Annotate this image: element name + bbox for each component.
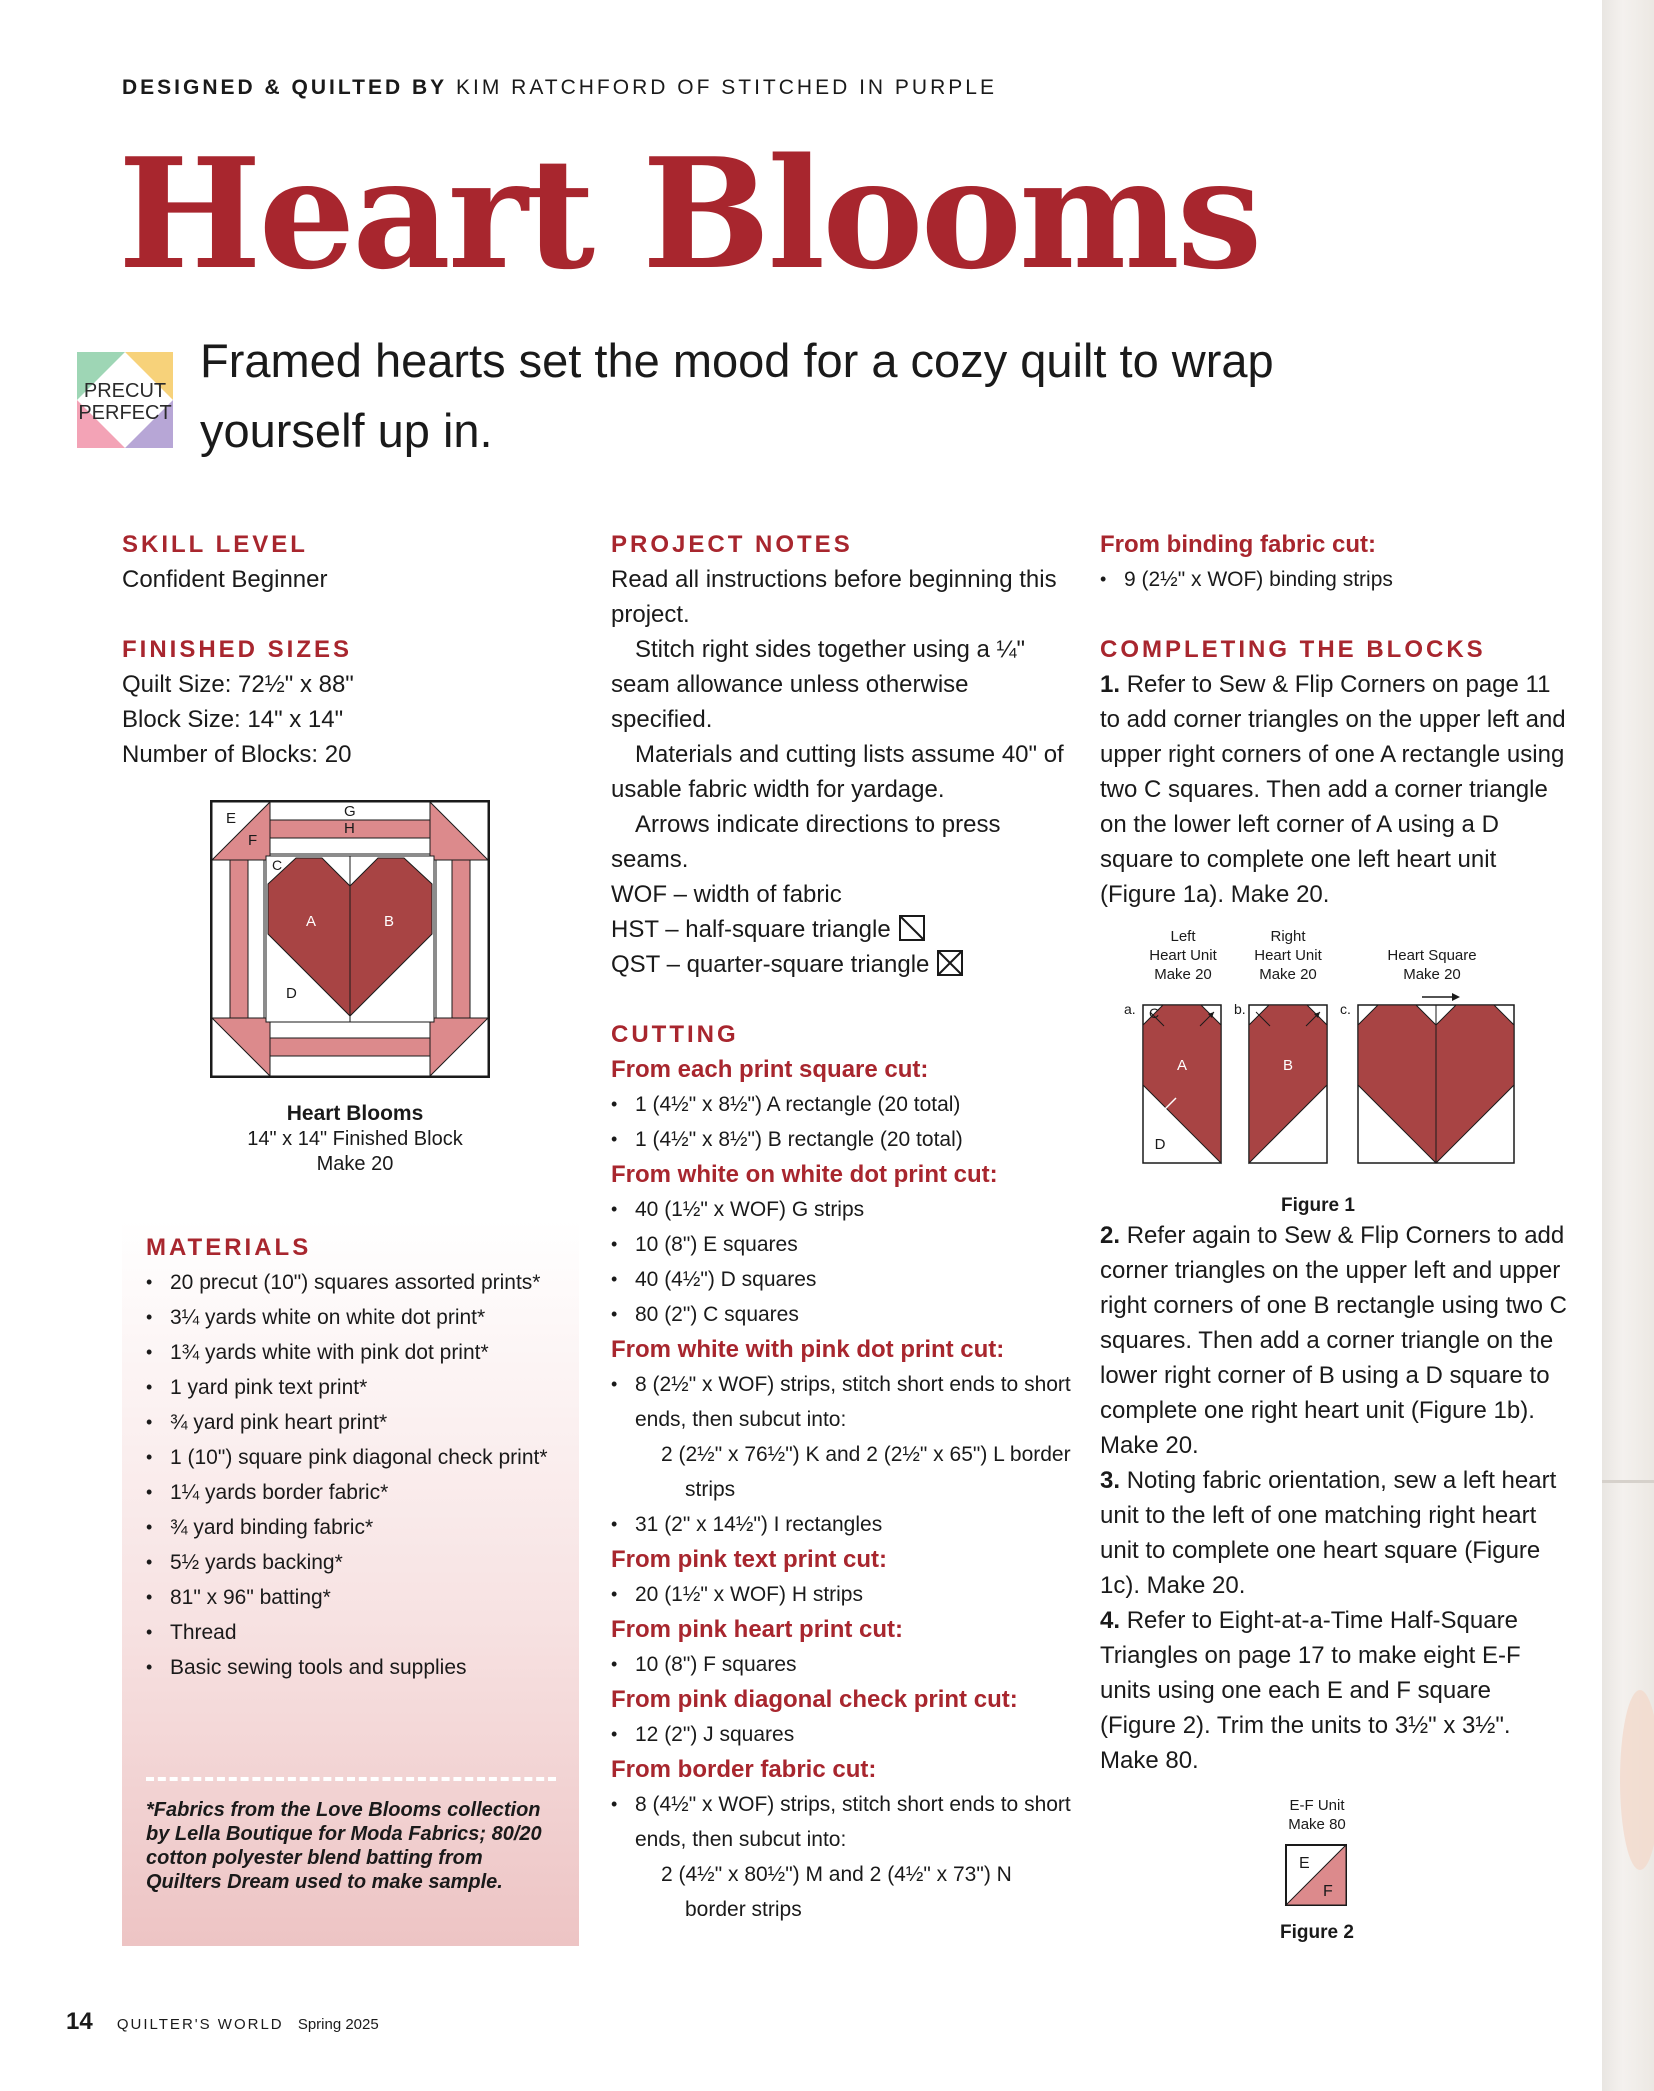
qst-icon <box>937 950 963 976</box>
block-size: Block Size: 14" x 14" <box>122 706 344 733</box>
cutting-list <box>611 1192 1071 1332</box>
badge-text <box>77 380 173 424</box>
materials-item: • 5½ yards backing* <box>146 1545 566 1580</box>
magazine-name: QUILTER'S WORLD <box>116 2016 284 2033</box>
right-heart-unit <box>1249 1005 1327 1163</box>
block-label-g: G <box>344 803 356 820</box>
background-edge <box>1602 0 1654 2091</box>
cutting-group-title: From white with pink dot print cut: <box>611 1336 1005 1363</box>
cutting-list <box>611 1647 1071 1682</box>
fig1-label-a: A <box>1176 1057 1188 1074</box>
left-heart-unit <box>1143 1005 1221 1163</box>
page-title: Heart Blooms <box>118 124 1260 303</box>
step-text: Refer to Sew & Flip Corners on page 11 to add corner triangles on the upper left and upper right corners of one A rectangle using two C squares. Then add a corner triangle on the lower left corner of A using a D square to complete one left heart unit (Figure 1a). Make 20. <box>1100 671 1566 908</box>
fig1-right-title: Right <box>1270 928 1306 945</box>
cutting-list <box>611 1087 1071 1157</box>
fig2-title: E-F Unit <box>1289 1797 1345 1814</box>
quilt-size: Quilt Size: 72½" x 88" <box>122 671 354 698</box>
byline <box>122 76 997 100</box>
fig2-label-f: F <box>1323 1883 1333 1900</box>
cutting-subitem: 2 (2½" x 76½") K and 2 (2½" x 65") L border strips <box>661 1443 1071 1501</box>
binding-item: • 9 (2½" x WOF) binding strips <box>1100 562 1570 597</box>
fig1-tag-b: b. <box>1234 1001 1246 1017</box>
notes-qst-line <box>611 947 1071 982</box>
figure-1 <box>1100 926 1570 1216</box>
cutting-item: • 80 (2") C squares <box>611 1297 1071 1332</box>
block-label-d: D <box>286 985 297 1002</box>
step-number: 1. <box>1100 671 1121 698</box>
step-2 <box>1100 1218 1570 1463</box>
materials-list <box>146 1265 566 1685</box>
cutting-item: • 1 (4½" x 8½") A rectangle (20 total) <box>611 1087 1071 1122</box>
cutting-group-title: From pink heart print cut: <box>611 1616 904 1643</box>
cutting-item: • 40 (4½") D squares <box>611 1262 1071 1297</box>
column-1 <box>122 527 592 772</box>
notes-p1: Read all instructions before beginning this project. <box>611 566 1057 628</box>
step-text: Refer again to Sew & Flip Corners to add corner triangles on the upper left and upper right corners of one B rectangle using two C squares. Then add a corner triangle on the lower right corner of B using a D square to complete one right heart unit (Figure 1b). Make 20. <box>1100 1222 1567 1459</box>
block-caption-title: Heart Blooms <box>286 1102 424 1125</box>
materials-item: • 20 precut (10") squares assorted prints* <box>146 1265 566 1300</box>
block-label-e: E <box>226 810 237 827</box>
completing-heading: COMPLETING THE BLOCKS <box>1100 636 1486 663</box>
issue-date: Spring 2025 <box>297 2016 379 2033</box>
block-caption-size: 14" x 14" Finished Block <box>247 1128 463 1150</box>
cutting-list <box>611 1577 1071 1612</box>
fig1-left-sub: Heart Unit <box>1149 947 1217 964</box>
cutting-list <box>611 1787 1071 1927</box>
materials-item: • 3¼ yards white on white dot print* <box>146 1300 566 1335</box>
materials-item: • ¾ yard pink heart print* <box>146 1405 566 1440</box>
binding-list <box>1100 562 1570 597</box>
step-text: Refer to Eight-at-a-Time Half-Square Triangles on page 17 to make eight E-F units using one each E and F square (Figure 2). Trim the units to 3½" x 3½". Make 80. <box>1100 1607 1521 1774</box>
notes-heading: PROJECT NOTES <box>611 531 853 558</box>
materials-heading: MATERIALS <box>146 1234 312 1261</box>
page-number: 14 <box>66 2008 93 2035</box>
materials-item: • Thread <box>146 1615 566 1650</box>
step-1 <box>1100 667 1570 912</box>
fig1-left-make: Make 20 <box>1154 966 1212 983</box>
fig1-square-make: Make 20 <box>1403 966 1461 983</box>
skill-value: Confident Beginner <box>122 566 328 593</box>
cutting-group-title: From each print square cut: <box>611 1056 929 1083</box>
cutting-heading: CUTTING <box>611 1021 739 1048</box>
cutting-list <box>611 1367 1071 1542</box>
skill-heading: SKILL LEVEL <box>122 531 308 558</box>
cutting-item: • 1 (4½" x 8½") B rectangle (20 total) <box>611 1122 1071 1157</box>
cutting-group-title: From pink diagonal check print cut: <box>611 1686 1018 1713</box>
block-label-h: H <box>344 820 355 837</box>
materials-item: • 81" x 96" batting* <box>146 1580 566 1615</box>
notes-p2: Stitch right sides together using a ¼" seam allowance unless otherwise specified. <box>611 636 1026 733</box>
fig1-label-c: C <box>1149 1005 1160 1021</box>
fig1-left-title: Left <box>1170 928 1196 945</box>
block-caption-make: Make 20 <box>316 1153 394 1175</box>
fig1-label-d: D <box>1154 1136 1166 1153</box>
fig1-tag-c: c. <box>1340 1001 1351 1017</box>
fabric-note: *Fabrics from the Love Blooms collection by Lella Boutique for Moda Fabrics; 80/20 cotton polyester blend batting from Quilters Dream used to make sample. <box>146 1799 542 1893</box>
materials-item: • Basic sewing tools and supplies <box>146 1650 566 1685</box>
hst-icon <box>899 915 925 941</box>
block-diagram <box>210 800 490 1078</box>
cutting-item: • 12 (2") J squares <box>611 1717 1071 1752</box>
block-label-f: F <box>248 832 258 849</box>
notes-wof: WOF – width of fabric <box>611 881 842 908</box>
column-2 <box>611 527 1071 1927</box>
byline-label: DESIGNED & QUILTED BY <box>122 76 448 99</box>
fig1-square-title: Heart Square <box>1387 947 1477 964</box>
notes-p4: Arrows indicate directions to press seams. <box>611 811 1001 873</box>
block-count: Number of Blocks: 20 <box>122 741 352 768</box>
byline-designer: KIM RATCHFORD OF STITCHED IN PURPLE <box>455 76 997 99</box>
cutting-item: • 8 (4½" x WOF) strips, stitch short ends to short ends, then subcut into: <box>611 1787 1071 1857</box>
footer <box>66 2008 379 2036</box>
step-3 <box>1100 1463 1570 1603</box>
fig2-label-e: E <box>1299 1855 1310 1872</box>
badge-line2: PERFECT <box>78 402 172 424</box>
heart-square <box>1358 1005 1514 1163</box>
cutting-item: • 40 (1½" x WOF) G strips <box>611 1192 1071 1227</box>
step-text: Noting fabric orientation, sew a left heart unit to the left of one matching right heart unit to complete one heart square (Figure 1c). Make 20. <box>1100 1467 1557 1599</box>
fig1-label-b: B <box>1282 1057 1294 1074</box>
step-number: 4. <box>1100 1607 1121 1634</box>
step-number: 2. <box>1100 1222 1121 1249</box>
notes-hst: HST – half-square triangle <box>611 916 891 943</box>
precut-perfect-badge <box>77 352 173 448</box>
block-label-a: A <box>306 913 317 930</box>
figure-1-caption: Figure 1 <box>1281 1195 1355 1216</box>
cutting-item: • 10 (8") E squares <box>611 1227 1071 1262</box>
badge-line1: PRECUT <box>83 380 167 402</box>
block-caption <box>190 1101 520 1177</box>
block-label-b: B <box>384 913 395 930</box>
cutting-item: • 10 (8") F squares <box>611 1647 1071 1682</box>
fig2-make: Make 80 <box>1288 1816 1346 1833</box>
sizes-heading: FINISHED SIZES <box>122 636 353 663</box>
materials-item: • 1 (10") square pink diagonal check print* <box>146 1440 566 1475</box>
figure-2-caption: Figure 2 <box>1280 1922 1354 1942</box>
materials-item: • 1¾ yards white with pink dot print* <box>146 1335 566 1370</box>
step-number: 3. <box>1100 1467 1121 1494</box>
materials-divider <box>146 1777 556 1781</box>
fig1-tag-a: a. <box>1124 1001 1136 1017</box>
cutting-group-title: From border fabric cut: <box>611 1756 877 1783</box>
materials-item: • 1¼ yards border fabric* <box>146 1475 566 1510</box>
cutting-list <box>611 1717 1071 1752</box>
materials-item: • 1 yard pink text print* <box>146 1370 566 1405</box>
cutting-subitem: 2 (4½" x 80½") M and 2 (4½" x 73") N border strips <box>661 1863 1012 1921</box>
materials-box <box>122 1220 579 1946</box>
figure-2 <box>1255 1792 1395 1942</box>
cutting-group-title: From pink text print cut: <box>611 1546 887 1573</box>
step-4 <box>1100 1603 1570 1778</box>
materials-item: • ¾ yard binding fabric* <box>146 1510 566 1545</box>
notes-hst-line <box>611 912 1071 947</box>
fig1-right-sub: Heart Unit <box>1254 947 1322 964</box>
subtitle: Framed hearts set the mood for a cozy quilt to wrap yourself up in. <box>200 334 1274 457</box>
cutting-item: • 8 (2½" x WOF) strips, stitch short ends to short ends, then subcut into: <box>611 1367 1071 1437</box>
notes-p3: Materials and cutting lists assume 40" of usable fabric width for yardage. <box>611 741 1064 803</box>
binding-title: From binding fabric cut: <box>1100 531 1376 558</box>
block-label-c: C <box>272 857 283 873</box>
notes-qst: QST – quarter-square triangle <box>611 951 930 978</box>
fig1-right-make: Make 20 <box>1259 966 1317 983</box>
cutting-group-title: From white on white dot print cut: <box>611 1161 998 1188</box>
cutting-item: • 31 (2" x 14½") I rectangles <box>611 1507 1071 1542</box>
press-arrow-icon <box>1422 993 1460 1001</box>
cutting-item: • 20 (1½" x WOF) H strips <box>611 1577 1071 1612</box>
